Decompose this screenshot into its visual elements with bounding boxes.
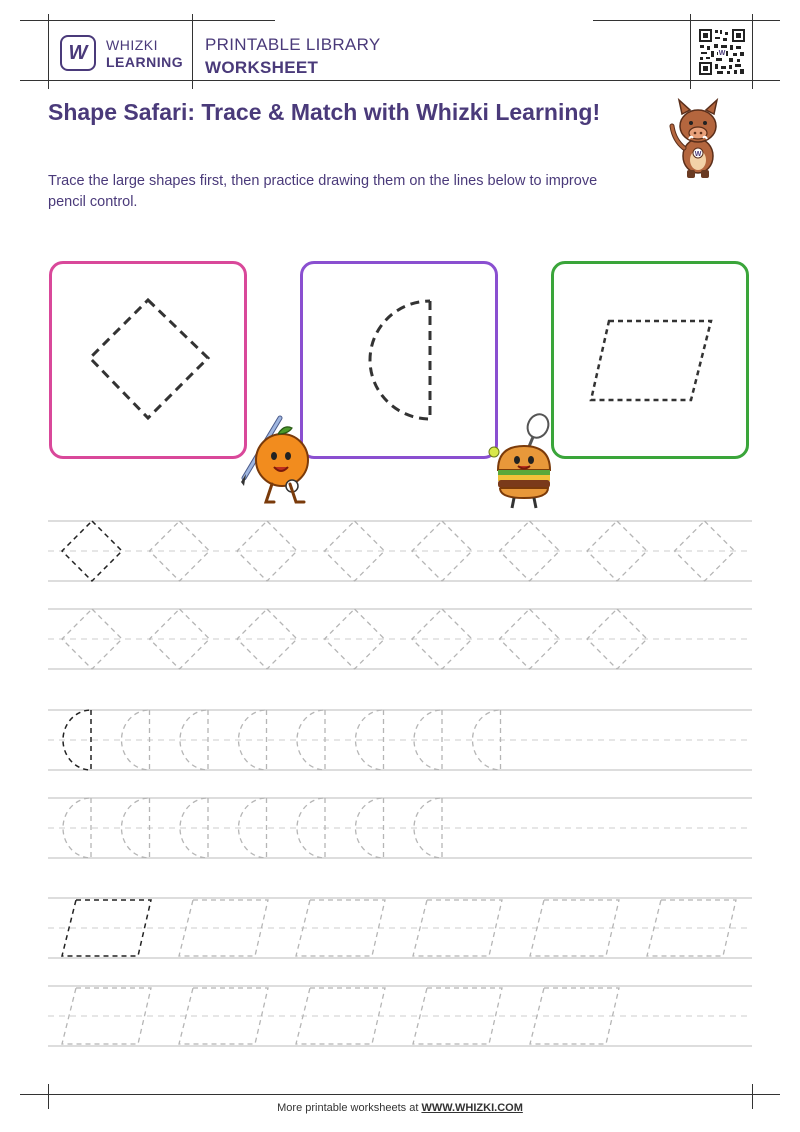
footer-link[interactable]: WWW.WHIZKI.COM (421, 1102, 523, 1114)
boar-badge-letter: W (694, 151, 702, 158)
large-diamond-trace (90, 300, 208, 418)
trace-diamond (325, 609, 385, 669)
trace-diamond (500, 609, 560, 669)
trace-diamond (412, 609, 472, 669)
trace-half-circle (473, 710, 501, 770)
trace-diamond (412, 521, 472, 581)
trace-diamond (500, 521, 560, 581)
footer-text (0, 1102, 800, 1114)
worksheet-instructions: Trace the large shapes first, then practice drawing them on the lines below to improve pencil control. (48, 173, 598, 210)
logo-letter: W (68, 41, 88, 64)
large-half-circle-trace (370, 301, 430, 419)
worksheet-title: Shape Safari: Trace & Match with Whizki Learning! (48, 99, 601, 125)
orange-mascot-icon (234, 410, 318, 510)
footer-prefix: More printable worksheets at (277, 1102, 422, 1114)
logo-text-top: WHIZKI (106, 37, 158, 53)
trace-diamond (587, 609, 647, 669)
trace-diamond (587, 521, 647, 581)
worksheet-label: WORKSHEET (205, 58, 319, 77)
library-label: PRINTABLE LIBRARY (205, 35, 381, 54)
burger-mascot-icon (486, 412, 566, 510)
trace-diamond (325, 521, 385, 581)
logo-text-bottom: LEARNING (106, 54, 184, 70)
large-parallelogram-trace (591, 321, 711, 400)
svg-text:W: W (718, 50, 726, 57)
trace-diamond (675, 521, 735, 581)
footer-rule-left (20, 1094, 780, 1095)
